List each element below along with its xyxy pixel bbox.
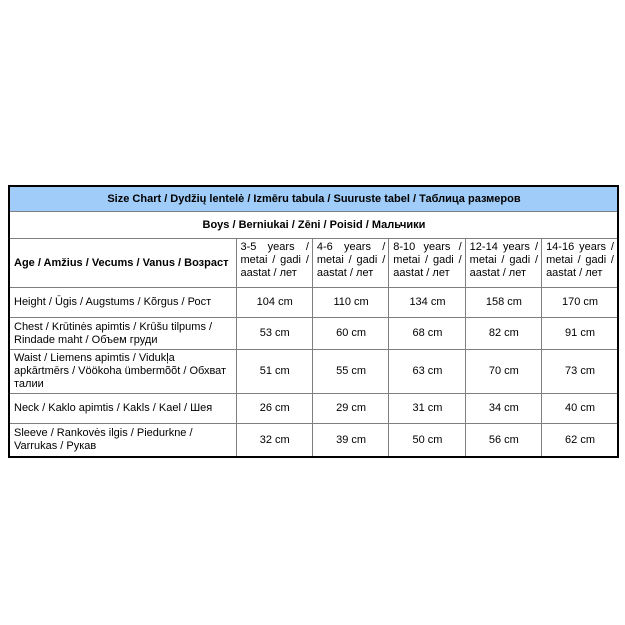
sleeve-value-4-6: 39 cm [312,424,388,458]
table-row-waist [9,350,618,394]
sleeve-value-12-14: 56 cm [465,424,541,458]
height-value-8-10: 134 cm [389,288,465,318]
row-label-height: Height / Ūgis / Augstums / Kõrgus / Рост [9,288,236,318]
height-value-14-16: 170 cm [542,288,618,318]
size-chart-title: Size Chart / Dydžių lentelė / Izmēru tabula / Suuruste tabel / Таблица размеров [9,186,618,212]
neck-value-3-5: 26 cm [236,394,312,424]
table-row-sleeve [9,424,618,458]
neck-value-12-14: 34 cm [465,394,541,424]
neck-value-4-6: 29 cm [312,394,388,424]
waist-value-14-16: 73 cm [542,350,618,394]
group-header: Boys / Berniukai / Zēni / Poisid / Мальчики [9,212,618,239]
sleeve-value-14-16: 62 cm [542,424,618,458]
sleeve-value-8-10: 50 cm [389,424,465,458]
height-value-3-5: 104 cm [236,288,312,318]
neck-value-8-10: 31 cm [389,394,465,424]
row-label-waist: Waist / Liemens apimtis / Vidukļa apkārtmērs / Vöökoha ümbermõõt / Обхват талии [9,350,236,394]
age-column-header-12-14: 12-14 years / metai / gadi / aastat / лет [465,239,541,288]
row-label-neck: Neck / Kaklo apimtis / Kakls / Kael / Шея [9,394,236,424]
waist-value-4-6: 55 cm [312,350,388,394]
neck-value-14-16: 40 cm [542,394,618,424]
chest-value-14-16: 91 cm [542,318,618,350]
sleeve-value-3-5: 32 cm [236,424,312,458]
age-column-header-8-10: 8-10 years / metai / gadi / aastat / лет [389,239,465,288]
age-column-header-14-16: 14-16 years / metai / gadi / aastat / лет [542,239,618,288]
chest-value-12-14: 82 cm [465,318,541,350]
table-row-chest [9,318,618,350]
waist-value-3-5: 51 cm [236,350,312,394]
size-chart-table [8,185,619,458]
chest-value-8-10: 68 cm [389,318,465,350]
age-column-header-3-5: 3-5 years / metai / gadi / aastat / лет [236,239,312,288]
age-header-label: Age / Amžius / Vecums / Vanus / Возраст [9,239,236,288]
height-value-12-14: 158 cm [465,288,541,318]
chest-value-4-6: 60 cm [312,318,388,350]
table-row-neck [9,394,618,424]
waist-value-12-14: 70 cm [465,350,541,394]
age-column-header-4-6: 4-6 years / metai / gadi / aastat / лет [312,239,388,288]
row-label-chest: Chest / Krūtinės apimtis / Krūšu tilpums / Rindade maht / Объем груди [9,318,236,350]
height-value-4-6: 110 cm [312,288,388,318]
row-label-sleeve: Sleeve / Rankovės ilgis / Piedurkne / Varrukas / Рукав [9,424,236,458]
age-header-row [9,239,618,288]
waist-value-8-10: 63 cm [389,350,465,394]
group-header-row [9,212,618,239]
chest-value-3-5: 53 cm [236,318,312,350]
title-row [9,186,618,212]
table-row-height [9,288,618,318]
